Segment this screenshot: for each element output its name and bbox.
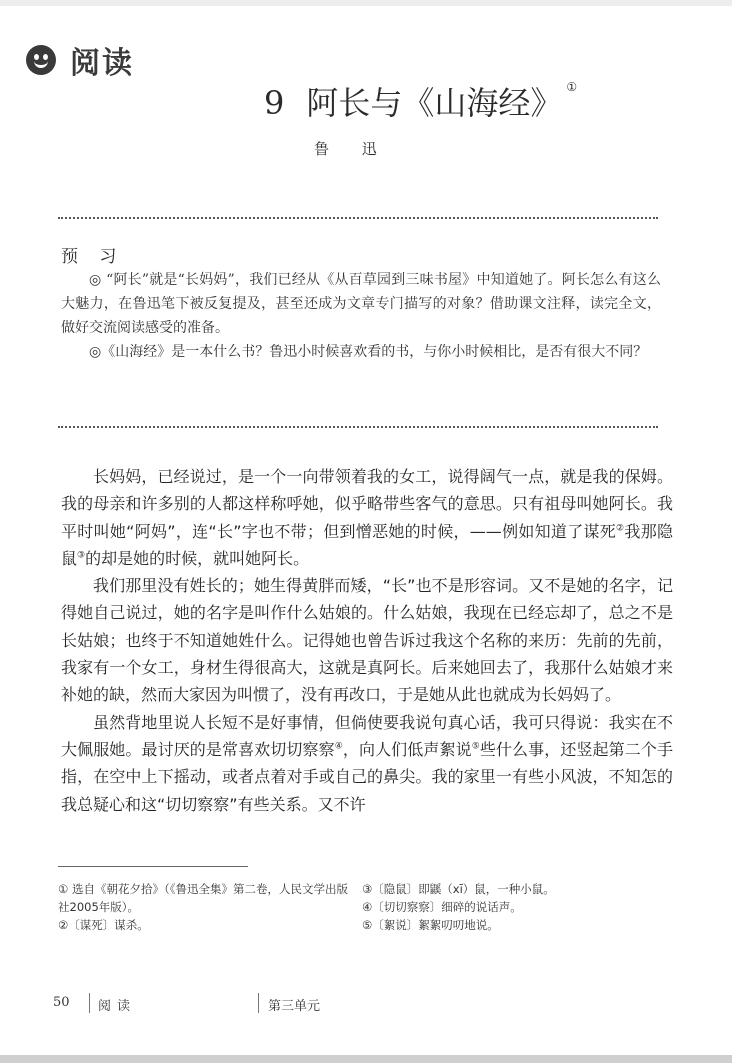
title-footnote-mark: ① [566, 80, 578, 94]
footnote-3: ③〔隐鼠〕即鼷（xī）鼠，一种小鼠。 [362, 882, 555, 896]
body-text-span: 些什么事，还竖起第二个手指，在空中上下摇动，或者点着对手或自己的鼻尖。我的家里一有些小风波，不知怎的我总疑心和这“切切察察”有些关系。又不许 [61, 739, 673, 814]
author-name: 鲁 迅 [314, 140, 391, 158]
footer-divider [258, 993, 259, 1013]
lesson-title [264, 78, 577, 124]
footnote-5: ⑤〔絮说〕絮絮叨叨地说。 [362, 918, 499, 932]
footer-section-label: 阅读 [98, 999, 137, 1014]
footnote-mark: ④ [334, 741, 343, 752]
footnote-mark: ② [616, 523, 625, 534]
body-paragraph-2: 我们那里没有姓长的；她生得黄胖而矮，“长”也不是形容词。又不是她的名字，记得她自己说过，她的名字是叫作什么姑娘的。什么姑娘，我现在已经忘却了，总之不是长姑娘；也终于不知道她姓什么。记得她也曾告诉过我这个名称的来历：先前的先前，我家有一个女工，身材生得很高大，这就是真阿长。后来她回去了，我那什么姑娘才来补她的缺，然而大家因为叫惯了，没有再改口，于是她从此也就成为长妈妈了。 [61, 576, 673, 705]
lesson-number: 9 [264, 84, 285, 122]
footnote-mark: ⑤ [471, 741, 480, 752]
preview-paragraph: ◎《山海经》是一本什么书？鲁迅小时候喜欢看的书，与你小时候相比，是否有很大不同？ [89, 344, 648, 360]
preview-heading: 预 习 [61, 247, 125, 267]
page-number: 50 [53, 995, 70, 1010]
lesson-title-text: 阿长与《山海经》 [306, 84, 563, 122]
body-paragraph-1 [61, 463, 673, 572]
body-text-span: 虽然背地里说人长短不是好事情，但倘使要我说句真心话，我可只得说：我实在不大佩服她。最讨厌的是常喜欢切切察察 [61, 712, 673, 759]
section-header [26, 38, 134, 82]
body-text-span: ，向人们低声絮说 [342, 739, 472, 759]
body-paragraph-3 [61, 709, 673, 818]
footnote-rule [58, 866, 248, 867]
body-text-span: 长妈妈，已经说过，是一个一向带领着我的女工，说得阔气一点，就是我的保姆。我的母亲和许多别的人都这样称呼她，似乎略带些客气的意思。只有祖母叫她阿长。我平时叫她“阿妈”，连“长”字也不带；但到憎恶她的时候，——例如知道了谋死 [61, 467, 673, 541]
footer-divider [89, 993, 90, 1013]
footnote-4: ④〔切切察察〕细碎的说话声。 [362, 900, 522, 914]
dotted-divider-bottom [58, 426, 658, 428]
preview-paragraph: ◎ “阿长”就是“长妈妈”，我们已经从《从百草园到三味书屋》中知道她了。阿长怎么有这么大魅力，在鲁迅笔下被反复提及，甚至还成为文章专门描写的对象？借助课文注释，读完全文，做好交流阅读感受的准备。 [61, 272, 661, 336]
preview-box [61, 268, 661, 364]
body-text-span: 的却是她的时候，就叫她阿长。 [85, 548, 310, 568]
page-top-edge [0, 0, 732, 6]
footnotes-left [58, 880, 348, 934]
footnote-1: ① 选自《朝花夕拾》（《鲁迅全集》第二卷，人民文学出版社2005年版）。 [58, 882, 348, 914]
body-text-span: 我那隐鼠 [61, 521, 673, 568]
footnote-mark: ③ [77, 550, 86, 561]
section-title: 阅读 [70, 46, 134, 81]
page-bottom-edge [0, 1055, 732, 1063]
article-body [61, 463, 673, 818]
footnote-2: ②〔谋死〕谋杀。 [58, 918, 149, 932]
footnotes-right [362, 880, 662, 934]
smiley-face-icon [26, 45, 56, 75]
dotted-divider-top [58, 217, 658, 219]
footer-unit-label: 第三单元 [268, 999, 321, 1014]
